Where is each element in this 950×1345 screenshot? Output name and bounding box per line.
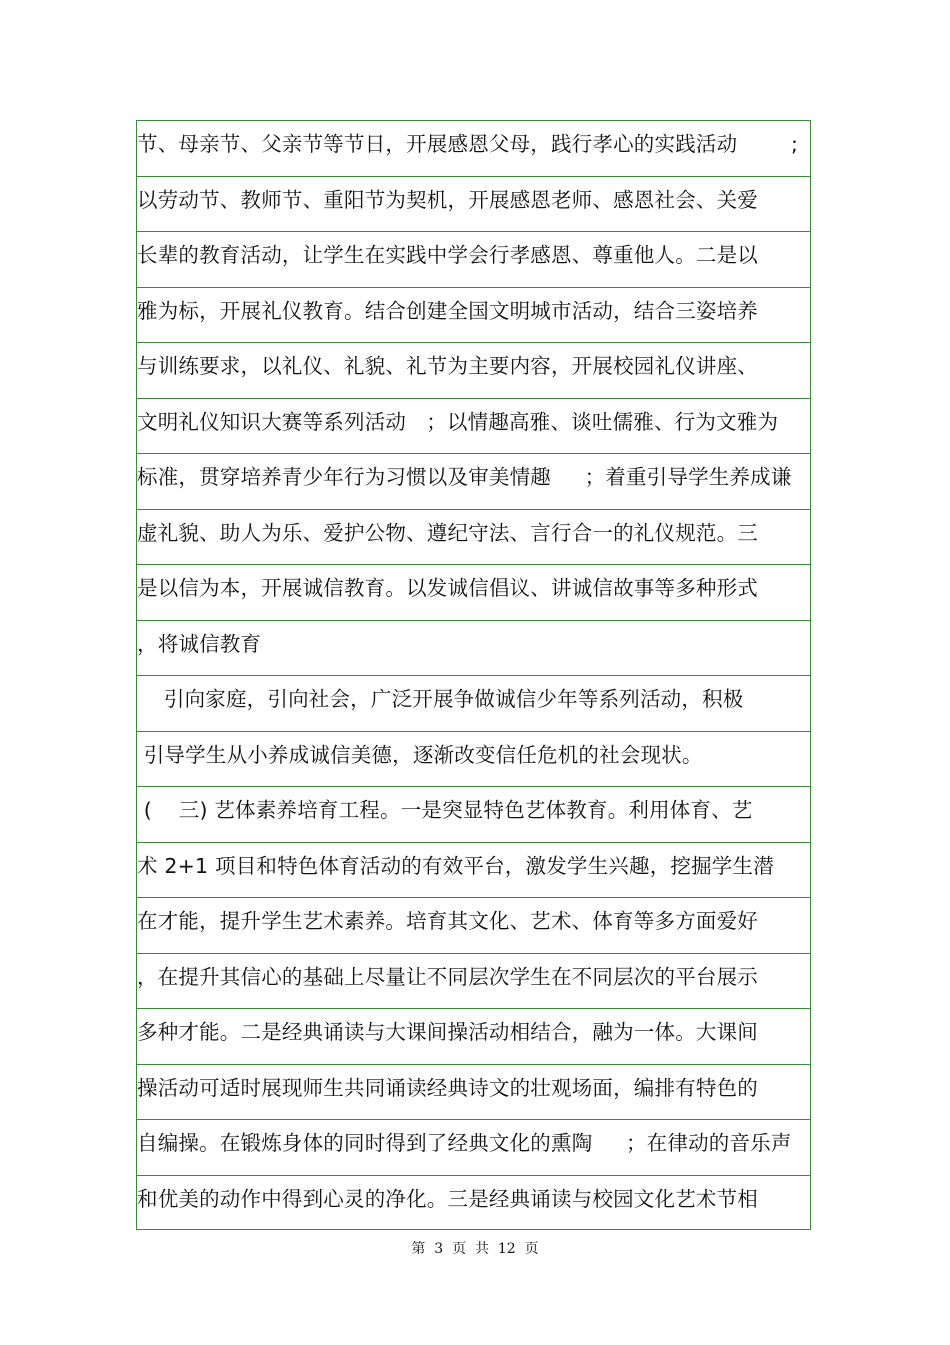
text-line: 和优美的动作中得到心灵的净化。三是经典诵读与校园文化艺术节相 bbox=[137, 1186, 758, 1211]
text-line: ( 三) 艺体素养培育工程。一是突显特色艺体教育。利用体育、艺 bbox=[137, 787, 810, 843]
text-line: 节、母亲节、父亲节等节日，开展感恩父母，践行孝心的实践活动 ; bbox=[137, 121, 810, 177]
text-line: ，在提升其信心的基础上尽量让不同层次学生在不同层次的平台展示 bbox=[137, 954, 810, 1010]
text-line: 与训练要求，以礼仪、礼貌、礼节为主要内容，开展校园礼仪讲座、 bbox=[137, 343, 810, 399]
text-line: ，将诚信教育 bbox=[137, 621, 810, 677]
text-line: 标准，贯穿培养青少年行为习惯以及审美情趣 ；着重引导学生养成谦 bbox=[137, 454, 810, 510]
text-line: 长辈的教育活动，让学生在实践中学会行孝感恩、尊重他人。二是以 bbox=[137, 232, 810, 288]
document-frame bbox=[136, 120, 811, 1230]
text-line: 在才能，提升学生艺术素养。培育其文化、艺术、体育等多方面爱好 bbox=[137, 898, 810, 954]
text-line: 操活动可适时展现师生共同诵读经典诗文的壮观场面，编排有特色的 bbox=[137, 1065, 810, 1121]
text-line: 术 2+1 项目和特色体育活动的有效平台，激发学生兴趣，挖掘学生潜 bbox=[137, 843, 810, 899]
text-line: 是以信为本，开展诚信教育。以发诚信倡议、讲诚信故事等多种形式 bbox=[137, 565, 810, 621]
text-line: 雅为标，开展礼仪教育。结合创建全国文明城市活动，结合三姿培养 bbox=[137, 288, 810, 344]
text-line: 引导学生从小养成诚信美德，逐渐改变信任危机的社会现状。 bbox=[137, 732, 810, 788]
page-number-footer: 第 3 页 共 12 页 bbox=[411, 1241, 539, 1257]
text-line: 自编操。在锻炼身体的同时得到了经典文化的熏陶 ；在律动的音乐声 bbox=[137, 1120, 810, 1176]
text-line: 多种才能。二是经典诵读与大课间操活动相结合，融为一体。大课间 bbox=[137, 1009, 810, 1065]
text-line: 虚礼貌、助人为乐、爱护公物、遵纪守法、言行合一的礼仪规范。三 bbox=[137, 510, 810, 566]
text-line: 引向家庭，引向社会，广泛开展争做诚信少年等系列活动，积极 bbox=[137, 676, 810, 732]
text-line: 以劳动节、教师节、重阳节为契机，开展感恩老师、感恩社会、关爱 bbox=[137, 177, 810, 233]
text-line: 文明礼仪知识大赛等系列活动 ；以情趣高雅、谈吐儒雅、行为文雅为 bbox=[137, 399, 810, 455]
